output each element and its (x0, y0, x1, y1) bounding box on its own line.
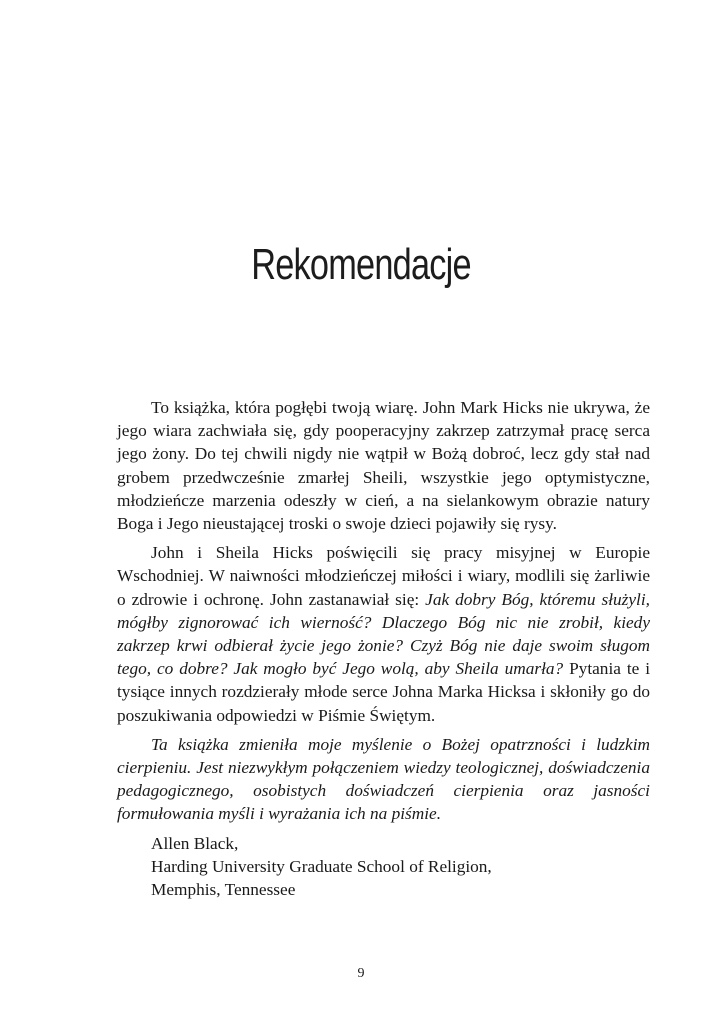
signature-affiliation: Harding University Graduate School of Religion, (151, 856, 492, 876)
signature-name: Allen Black, (151, 833, 239, 853)
body-text (117, 396, 650, 901)
paragraph-1: To książka, która pogłębi twoją wiarę. John Mark Hicks nie ukrywa, że jego wiara zachwiała się, gdy pooperacyjny zakrzep zatrzymał pracę serca jego żony. Do tej chwili nigdy nie wątpił w Bożą dobroć, lecz gdy stał nad grobem przedwcześnie zmarłej Sheili, wszystkie jego optymistyczne, młodzieńcze marzenia odeszły w cień, a na sielankowym obrazie natury Boga i Jego nieustającej troski o swoje dzieci pojawiły się rysy. (117, 398, 650, 534)
paragraph-2-start: John i Sheila Hicks poświęcili się pracy misyjnej w Europie Wschodniej. W naiwności młodzieńczej miłości i wiary, modlili się żarliwie o zdrowie i ochronę. John zastanawiał się: (117, 543, 650, 609)
paragraph-2-end: Pytania te i tysiące innych rozdzierały młode serce Johna Marka Hicksa i skłoniły go do poszukiwania odpowiedzi w Piśmie Świętym. (117, 659, 650, 725)
paragraph-3-quote: Ta książka zmieniła moje myślenie o Bożej opatrzności i ludzkim cierpieniu. Jest niezwykłym połączeniem wiedzy teologicznej, doświadczenia pedagogicznego, osobistych doświadczeń cierpienia oraz jasności formułowania myśli i wyrażania ich na piśmie. (117, 734, 650, 824)
signature-location: Memphis, Tennessee (151, 880, 296, 900)
paragraph-2 (117, 541, 650, 727)
page-number: 9 (357, 966, 365, 981)
paragraph-2-italic-questions: Jak dobry Bóg, któremu służyli, mógłby zignorować ich wierność? Dlaczego Bóg nic nie zrobił, kiedy zakrzep krwi odbierał życie jego żonie? Czyż Bóg nie daje swoim sługom tego, co dobre? Jak mogło być Jego wolą, aby Sheila umarła? (117, 589, 650, 679)
page-title: Rekomendacje (251, 240, 471, 289)
